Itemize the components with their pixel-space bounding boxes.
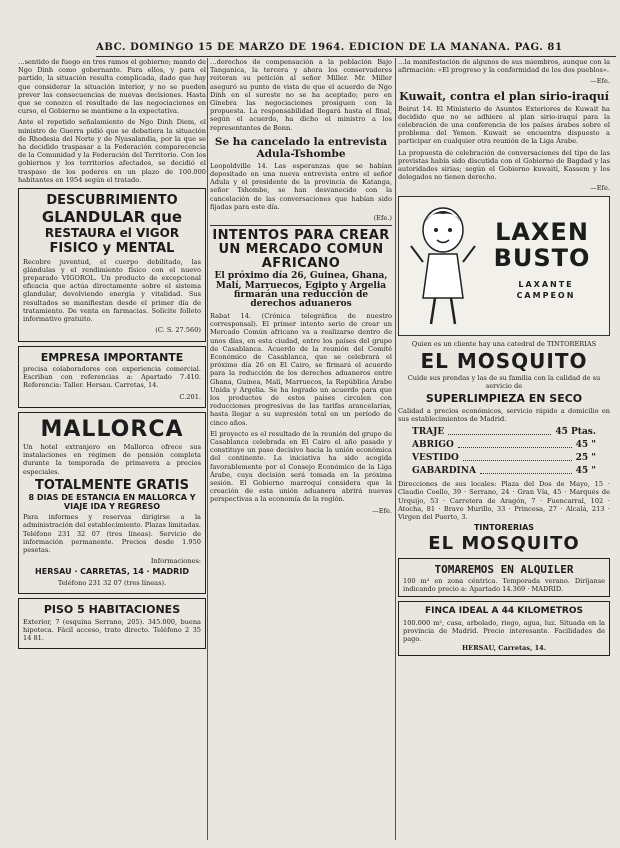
ad-ref: (C. S. 27.560): [155, 326, 201, 335]
article-headline: INTENTOS PARA CREAR UN MERCADO COMUN AFRICANO: [212, 228, 390, 271]
ad-body: 100 m² en zona céntrica. Temporada verano. Diríjanse indicando precio a: Apartado 14.369 · MADRID.: [403, 577, 605, 594]
ad-label: TINTORERIAS: [473, 523, 535, 533]
ad-headline: FINCA IDEAL A 44 KILOMETROS: [425, 606, 583, 617]
ad-body: precisa colaboradores con experiencia comercial. Escriban con referencias a: Apartado 7.410. Referencia: Taller. Hersau. Carretas, 14.: [23, 365, 201, 390]
price-value: 45 ": [575, 466, 596, 477]
article-credit: —Efe.: [590, 184, 610, 193]
ad-headline: GLANDULAR que: [41, 207, 183, 226]
article-text: …derechos de compensación a la población Bajo Tanganica, la tercera y ahora los conservadores reiteran su petición al señor Miller. Mr. Miller aseguró su punto de vista de que el acuerdo de Ngo Dinh en el sureste no se ha aceptado; pero en Ginebra las negociaciones prosiguen con la propuesta. La responsabilidad llegará hasta el final, según el acuerdo, ha dicho el ministro a los representantes de Bonn.: [210, 58, 392, 132]
ad-headline: TOMAREMOS EN ALQUILER: [434, 562, 574, 576]
column-rule: [395, 58, 396, 840]
price-item: TRAJE: [412, 427, 445, 438]
ad-headline: FISICO y MENTAL: [49, 241, 175, 257]
price-value: 45 ": [575, 440, 596, 451]
column-rule: [207, 58, 208, 840]
ad-body: Un hotel extranjero en Mallorca ofrece sus instalaciones en régimen de pensión completa durante la temporada de primavera a precios especiales.: [23, 442, 201, 476]
price-row: [412, 452, 596, 465]
child-illustration: [405, 202, 481, 330]
article-text: Rabat 14. (Crónica telegráfica de nuestro corresponsal). El primer intento serio de crear un Mercado Común africano va a realizarse dentro de unos días, en esta ciudad, entre los países del grupo de Casablanca. Acuerdo de la reunión del Comité Económico de Casablanca, que se celebrará el próximo día 26 en El Cairo, se firmará el acuerdo para la reducción de los derechos aduaneros entre Ghana, Guinea, Malí, Marruecos, la República Árabe Unida y Argelia. Se ha logrado un acuerdo para que los productos de estos países circulen con reducciones progresivas de las tarifas arancelarias, hasta llegar a su supresión total en un período de cinco años.: [210, 311, 392, 427]
laxen-brand: LAXEN BUSTO: [493, 217, 591, 272]
article-text: Leopoldville 14. Las esperanzas que se habían depositado en una nueva entrevista entre el señor Adula y el presidente de la provincia de Katanga, señor Tshombe, se han desvanecido con la cancelación de las conversaciones que habían sido fijadas para este día.: [210, 161, 392, 211]
article-headline: Kuwait, contra el plan sirio-iraquí: [399, 89, 609, 103]
ad-headline: RESTAURA el VIGOR: [44, 226, 180, 241]
ad-footer: HERSAU · CARRETAS, 14 · MADRID: [35, 567, 189, 577]
ad-headline: DESCUBRIMIENTO: [46, 193, 178, 209]
article-text: …sentido de fuego en tres ramos el gobierno; mando de Ngo Dinh como gobernante. Para ellos, y para el partido, la situación resulta complicada, dado que hay que considerar la situación interior, y no se pueden prever las consecuencias de nuevas decisiones. Hasta que se conozca el resultado de las negociaciones en curso, el Gobierno se mantiene a la expectativa.: [18, 58, 206, 116]
superlimpieza-title: SUPERLIMPIEZA EN SECO: [425, 392, 583, 406]
price-row: [412, 439, 596, 452]
divider: [210, 225, 392, 226]
ad-alquiler: [398, 558, 610, 598]
ad-glandular: [18, 188, 206, 341]
article-text: Ante el repetido señalamiento de Ngo Dinh Diem, el ministro de Guerra pidió que se debatiera la situación de Rhodesia del Norte y de Nyasalandia, por la que se ha decidido traspasar a la Federación comparecencia de la Comunidad y la Federación del Territorio. Con los gobiernos y los territorios afectados, se decidió el traspaso de los poderes en un plazo de 100.000 habitantes en 1954 según el tratado.: [18, 118, 206, 184]
ad-body: Cuide sus prendas y las de su familia con la calidad de su servicio de: [407, 373, 601, 391]
ad-laxen-busto: [398, 196, 610, 336]
price-value: 45 Ptas.: [555, 427, 596, 438]
ad-body: 100.000 m², casa, arbolado, riego, agua, luz. Situada en la provincia de Madrid. Precio interesante. Facilidades de pago.: [403, 618, 605, 644]
ad-ref: C.201.: [179, 392, 201, 401]
article-credit: —Efe.: [590, 77, 610, 86]
column-right: [398, 58, 610, 842]
ad-finca: [398, 601, 610, 655]
mosquito-title: EL MOSQUITO: [420, 348, 588, 373]
price-row: [412, 426, 596, 439]
article-text: Beirut 14. El Ministerio de Asuntos Exteriores de Kuwait ha decidido que no se adhiere al plan sirio-iraquí para la celebración de una conferencia de los países árabes sobre el problema del Yemen. Kuwait se encuentra dispuesto a participar en cualquier otra reunión de la Liga Árabe.: [398, 104, 610, 146]
ad-headline: EMPRESA IMPORTANTE: [40, 350, 184, 364]
ad-addresses: Direcciones de sus locales: Plaza del Dos de Mayo, 15 · Claudio Coello, 39 · Serrano, 24 · Gran Vía, 45 · Marqués de Urquijo, 53 · Carretera de Aragón, 7 · Fuencarral, 102 · Atocha, 81 · Bravo Murillo, 33 · Princesa, 27 · Alcalá, 213 · Virgen del Puerto, 3.: [398, 480, 610, 522]
price-value: 25 ": [575, 453, 596, 464]
column-left: [18, 58, 206, 842]
price-item: VESTIDO: [412, 453, 459, 464]
article-credit: —Efe.: [372, 506, 392, 515]
article-subheadline: El próximo día 26, Guinea, Ghana, Malí, Marruecos, Egipto y Argelia firmarán una reducción de derechos aduaneros: [214, 271, 388, 310]
ad-phone: Teléfono 231 32 07 (tres líneas).: [57, 578, 167, 587]
price-item: ABRIGO: [412, 440, 454, 451]
ad-intro: Quien es un cliente hay una catedral de TINTORERIAS: [411, 339, 597, 348]
ad-info: Informaciones:: [150, 557, 201, 566]
column-center: [210, 58, 392, 842]
price-row: [412, 465, 596, 478]
ad-body: Para informes y reservas dirigirse a la administración del establecimiento. Plazas limitadas. Teléfono 231 32 07 (tres líneas). Servicio de información permanente. Precios desde 1.950 pesetas.: [23, 513, 201, 554]
ad-empresa: [18, 346, 206, 408]
ad-body: Exterior, 7 (esquina Serrano, 205). 345.000, buena hipoteca. Fácil acceso, trato directo. Teléfono 2 35 14 81.: [23, 617, 201, 642]
article-text: …la manifestación de algunos de sus miembros, aunque con la afirmación: «El progreso y la conformidad de los dos pueblos».: [398, 58, 610, 75]
ad-subheadline: 8 DIAS DE ESTANCIA EN MALLORCA Y VIAJE IDA Y REGRESO: [28, 493, 196, 511]
article-text: El proyecto es el resultado de la reunión del grupo de Casablanca celebrada en El Cairo el año pasado y constituye un paso decisivo hacia la unión económica del continente. La iniciativa ha sido acogida favorablemente por el Consejo Económico de la Liga Árabe, cuya decisión será tomada en la próxima sesión. El Gobierno marroquí considera que la creación de esta unión aduanera abrirá nuevas perspectivas a la economía de la región.: [210, 429, 392, 504]
ad-headline: TOTALMENTE GRATIS: [35, 477, 189, 493]
ad-footer: HERSAU, Carretas, 14.: [461, 643, 547, 652]
ad-body: Calidad a precios económicos, servicio rápido a domicilio en sus establecimientos de Madrid.: [398, 406, 610, 423]
laxen-tagline: LAXANTE CAMPEON: [516, 279, 576, 300]
article-text: La propuesta de celebración de conversaciones del tipo de las previstas había sido discutida con el Gobierno de Bagdad y las autoridades sirias; según el Gobierno kuwaití, Kassem y los delegados no tienen derecho.: [398, 148, 610, 182]
ad-piso: [18, 598, 206, 649]
ad-mallorca: [18, 412, 206, 594]
article-headline: Se ha cancelado la entrevista Adula-Tshombe: [214, 135, 388, 160]
article-credit: (Efe.): [373, 214, 392, 223]
price-list: [412, 426, 596, 478]
ad-headline: MALLORCA: [40, 416, 184, 442]
ad-body: Recobre juventud, el cuerpo debilitado, las glándulas y el rendimiento físico con el nuevo preparado VIGOROL. Un producto de excepcional eficacia que actúa directamente sobre el sistema glandular, devolviendo energía y vitalidad. Sus resultados se manifiestan desde el primer día de tratamiento. De venta en farmacias. Solicite folleto informativo gratuito.: [23, 257, 201, 324]
mosquito-title-2: EL MOSQUITO: [428, 532, 580, 554]
ad-headline: PISO 5 HABITACIONES: [43, 603, 181, 616]
price-item: GABARDINA: [412, 466, 476, 477]
page-header: ABC. DOMINGO 15 DE MARZO DE 1964. EDICION DE LA MAÑANA. PAG. 81: [96, 42, 616, 57]
